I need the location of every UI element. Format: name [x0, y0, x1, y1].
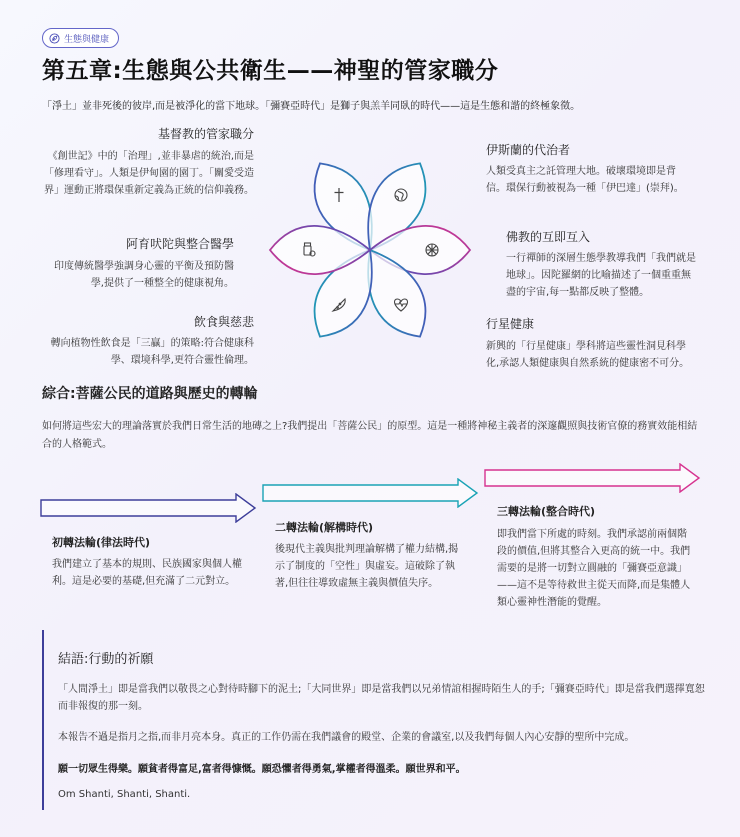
ayurveda-heading: 阿育吠陀與整合醫學 — [125, 237, 234, 251]
synthesis-text: 如何將這些宏大的理論落實於我們日常生活的地磚之上?我們提出「菩薩公民」的原型。這是一種將神秘主義者的深邃觀照與技術官僚的務實效能相結合的人格範式。 — [42, 421, 698, 450]
stage-arrow-3 — [484, 463, 702, 493]
synthesis-title: 綜合:菩薩公民的道路與歷史的轉輪 — [42, 386, 258, 402]
diet-text: 轉向植物性飲食是「三贏」的策略:符合健康科學、環境科學,更符合靈性倫理。 — [50, 338, 254, 366]
conclusion-paragraph-1: 「人間淨土」即是當我們以敬畏之心對待時腳下的泥土;「大同世界」即是當我們以兄弟情誼相握時陌生人的手;「彌賽亞時代」即是當我們選擇寬恕而非報復的那一刻。 — [58, 684, 705, 712]
christian-text: 《創世記》中的「治理」,並非暴虐的統治,而是「修理看守」。人類是伊甸園的園丁。「關愛受造界」運動正將環保重新定義為正統的信仰義務。 — [44, 151, 254, 196]
dharma-wheel-icon — [426, 244, 438, 256]
christian-heading: 基督教的管家職分 — [157, 127, 254, 141]
planetary-heading: 行星健康 — [486, 317, 535, 331]
stage-2-title: 二轉法輪(解構時代) — [275, 521, 374, 534]
conclusion-prayer: 願一切眾生得樂。願貧者得富足,富者得慷慨。願恐懼者得勇氣,掌權者得溫柔。願世界和平。 — [58, 764, 466, 775]
stage-1-text: 我們建立了基本的規則、民族國家與個人權利。這是必要的基礎,但充滿了二元對立。 — [52, 559, 242, 587]
stage-arrow-1 — [40, 493, 258, 523]
stage-1-title: 初轉法輪(律法時代) — [52, 536, 151, 549]
stage-arrow-2 — [262, 478, 480, 508]
buddhist-text: 一行禪師的深層生態學教導我們「我們就是地球」。因陀羅網的比喻描述了一個重重無盡的宇宙,每一點都反映了整體。 — [506, 253, 696, 298]
conclusion-title: 結語:行動的祈願 — [58, 652, 154, 667]
conclusion-block — [42, 630, 707, 810]
diet-heading: 飲食與慈悲 — [193, 315, 254, 329]
planetary-text: 新興的「行星健康」學科將這些靈性洞見科學化,承認人類健康與自然系統的健康密不可分。 — [486, 341, 690, 369]
stage-3-title: 三轉法輪(整合時代) — [497, 505, 596, 518]
intro-text: 「淨土」並非死後的彼岸,而是被淨化的當下地球。「彌賽亞時代」是獅子與羔羊同臥的時代——這是生態和諧的終極象徵。 — [42, 101, 581, 112]
conclusion-om: Om Shanti, Shanti, Shanti. — [58, 789, 191, 800]
page-title: 第五章:生態與公共衛生——神聖的管家職分 — [42, 58, 499, 84]
islam-text: 人類受真主之託管理大地。破壞環境即是背信。環保行動被視為一種「伊巴達」(崇拜)。 — [486, 166, 684, 194]
leaf-circle-icon — [49, 33, 60, 44]
stage-3-text: 即我們當下所處的時刻。我們承認前兩個階段的價值,但將其整合入更高的統一中。我們需要的是將一切對立圓融的「彌賽亞意識」——這不是等待救世主從天而降,而是集體人類心靈神性潛能的覺醒。 — [497, 529, 691, 608]
stage-2-text: 後現代主義與批判理論解構了權力結構,揭示了制度的「空性」與虛妄。這破除了執著,但往往導致虛無主義與價值失序。 — [275, 544, 459, 589]
ayurveda-text: 印度傳統醫學強調身心靈的平衡及預防醫學,提供了一種整全的健康視角。 — [54, 261, 234, 289]
category-badge — [42, 28, 119, 48]
conclusion-paragraph-2: 本報告不過是指月之指,而非月亮本身。真正的工作仍需在我們議會的殿堂、企業的會議室,以及我們每個人內心安靜的聖所中完成。 — [58, 732, 635, 743]
flower-diagram — [250, 125, 490, 375]
islam-heading: 伊斯蘭的代治者 — [486, 143, 571, 157]
badge-label: 生態與健康 — [64, 34, 110, 45]
buddhist-heading: 佛教的互即互入 — [506, 230, 591, 244]
